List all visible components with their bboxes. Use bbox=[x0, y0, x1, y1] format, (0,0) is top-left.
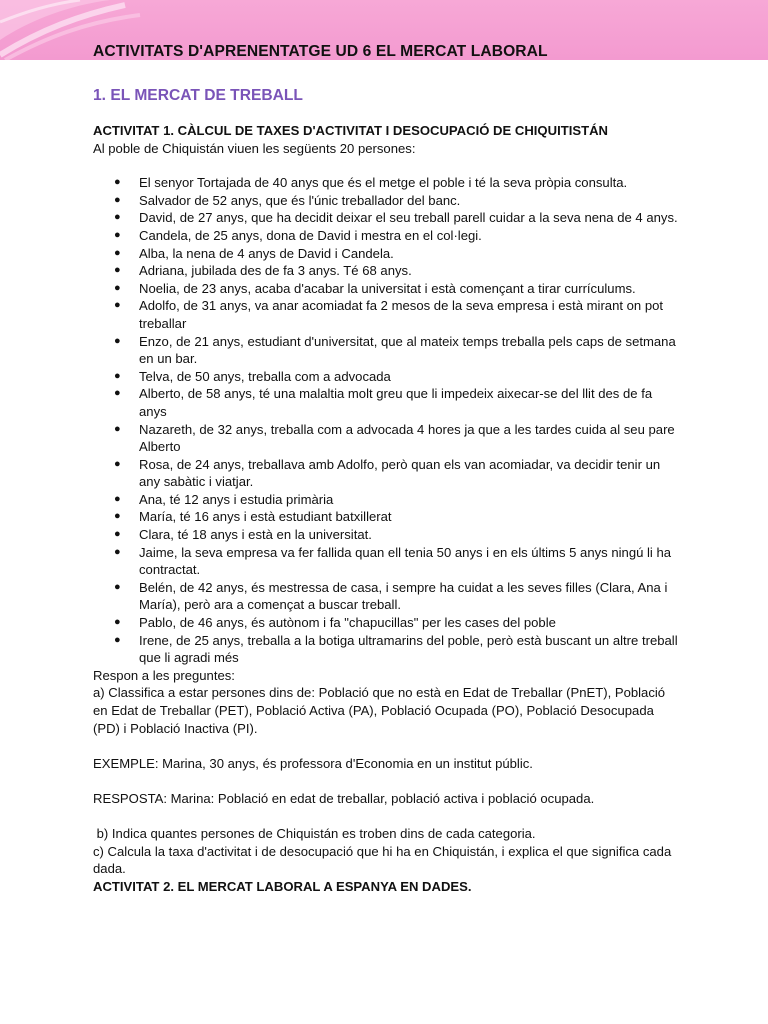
bullet-icon: ● bbox=[114, 176, 121, 189]
document-body bbox=[93, 42, 683, 896]
example-text: EXEMPLE: Marina, 30 anys, és professora d'Economia en un institut públic. bbox=[93, 755, 533, 771]
list-item: ● David, de 27 anys, que ha decidit deixar el seu treball parell cuidar a la seva nena de 4 anys. bbox=[114, 210, 678, 226]
question-a: a) Classifica a estar persones dins de: Població que no està en Edat de Treballar (PnET), Població en Edat de Treballar (PET), Població Activa (PA), Població Ocupada (PO), Població Desocupada (PD) i Població Inactiva (PI). bbox=[93, 685, 666, 736]
spacer bbox=[93, 808, 683, 826]
document-title: ACTIVITATS D'APRENENTATGE UD 6 EL MERCAT LABORAL bbox=[93, 43, 548, 60]
list-item: ● Pablo, de 46 anys, és autònom i fa "chapucillas" per les cases del poble bbox=[114, 615, 556, 631]
list-item: ● El senyor Tortajada de 40 anys que és el metge el poble i té la seva pròpia consulta. bbox=[114, 175, 628, 191]
bullet-icon: ● bbox=[114, 369, 121, 382]
list-item: ● Belén, de 42 anys, és mestressa de casa, i sempre ha cuidat a les seves filles (Clara, Ana i María), però ara a començat a buscar treball. bbox=[114, 579, 668, 613]
list-item: ● María, té 16 anys i està estudiant batxillerat bbox=[114, 509, 392, 525]
section-title: 1. EL MERCAT DE TREBALL bbox=[93, 87, 303, 104]
list-item: ● Adriana, jubilada des de fa 3 anys. Té 68 anys. bbox=[114, 263, 412, 279]
bullet-icon: ● bbox=[114, 528, 121, 541]
list-item: ● Candela, de 25 anys, dona de David i mestra en el col·legi. bbox=[114, 227, 482, 243]
answer-text: RESPOSTA: Marina: Població en edat de treballar, població activa i població ocupada. bbox=[93, 790, 595, 806]
list-item: ● Rosa, de 24 anys, treballava amb Adolfo, però quan els van acomiadar, va decidir tenir un any sabàtic i viatjar. bbox=[114, 456, 661, 490]
bullet-icon: ● bbox=[114, 492, 121, 505]
list-item: ● Adolfo, de 31 anys, va anar acomiadat fa 2 mesos de la seva empresa i està mirant on pot treballar bbox=[114, 298, 664, 331]
bullet-icon: ● bbox=[114, 228, 121, 241]
list-item: ● Ana, té 12 anys i estudia primària bbox=[114, 491, 334, 507]
list-item: ● Alberto, de 58 anys, té una malaltia molt greu que li impedeix aixecar-se del llit des de fa anys bbox=[114, 386, 653, 419]
question-b: b) Indica quantes persones de Chiquistán es troben dins de cada categoria. bbox=[93, 826, 536, 842]
bullet-icon: ● bbox=[114, 211, 121, 224]
bullet-icon: ● bbox=[114, 457, 121, 470]
bullet-icon: ● bbox=[114, 334, 121, 347]
list-item: ● Noelia, de 23 anys, acaba d'acabar la universitat i està començant a tirar currículums. bbox=[114, 280, 636, 296]
bullet-icon: ● bbox=[114, 264, 121, 277]
bullet-icon: ● bbox=[114, 387, 121, 400]
activity1-intro: Al poble de Chiquistán viuen les següents 20 persones: bbox=[93, 140, 416, 156]
question-c: c) Calcula la taxa d'activitat i de desocupació que hi ha en Chiquistán, i explica el que significa cada dada. bbox=[93, 843, 672, 877]
bullet-icon: ● bbox=[114, 580, 121, 593]
bullet-icon: ● bbox=[114, 545, 121, 558]
bullet-icon: ● bbox=[114, 299, 121, 312]
activity2-title: ACTIVITAT 2. EL MERCAT LABORAL A ESPANYA EN DADES. bbox=[93, 878, 472, 894]
respond-prompt: Respon a les preguntes: bbox=[93, 667, 235, 683]
activity1-title: ACTIVITAT 1. CÀLCUL DE TAXES D'ACTIVITAT I DESOCUPACIÓ DE CHIQUITISTÁN bbox=[93, 123, 608, 138]
list-item: ● Salvador de 52 anys, que és l'únic treballador del banc. bbox=[114, 192, 461, 208]
bullet-icon: ● bbox=[114, 422, 121, 435]
list-item: ● Enzo, de 21 anys, estudiant d'universitat, que al mateix temps treballa pels caps de setmana en un bar. bbox=[114, 333, 676, 367]
bullet-icon: ● bbox=[114, 246, 121, 259]
bullet-icon: ● bbox=[114, 616, 121, 629]
list-item: ● Clara, té 18 anys i està en la universitat. bbox=[114, 527, 372, 543]
bullet-icon: ● bbox=[114, 510, 121, 523]
bullet-icon: ● bbox=[114, 281, 121, 294]
bullet-icon: ● bbox=[114, 193, 121, 206]
list-item: ● Irene, de 25 anys, treballa a la botiga ultramarins del poble, però està buscant un altre treball que li agradi més bbox=[114, 632, 678, 666]
spacer bbox=[93, 772, 683, 790]
bullet-icon: ● bbox=[114, 633, 121, 646]
list-item: ● Jaime, la seva empresa va fer fallida quan ell tenia 50 anys i en els últims 5 anys ningú li ha contractat. bbox=[114, 544, 672, 578]
list-item: ● Nazareth, de 32 anys, treballa com a advocada 4 hores ja que a les tardes cuida al seu pare Alberto bbox=[114, 421, 675, 455]
people-list bbox=[93, 174, 683, 667]
spacer bbox=[93, 737, 683, 755]
list-item: ● Telva, de 50 anys, treballa com a advocada bbox=[114, 368, 391, 384]
list-item: ● Alba, la nena de 4 anys de David i Candela. bbox=[114, 245, 394, 261]
